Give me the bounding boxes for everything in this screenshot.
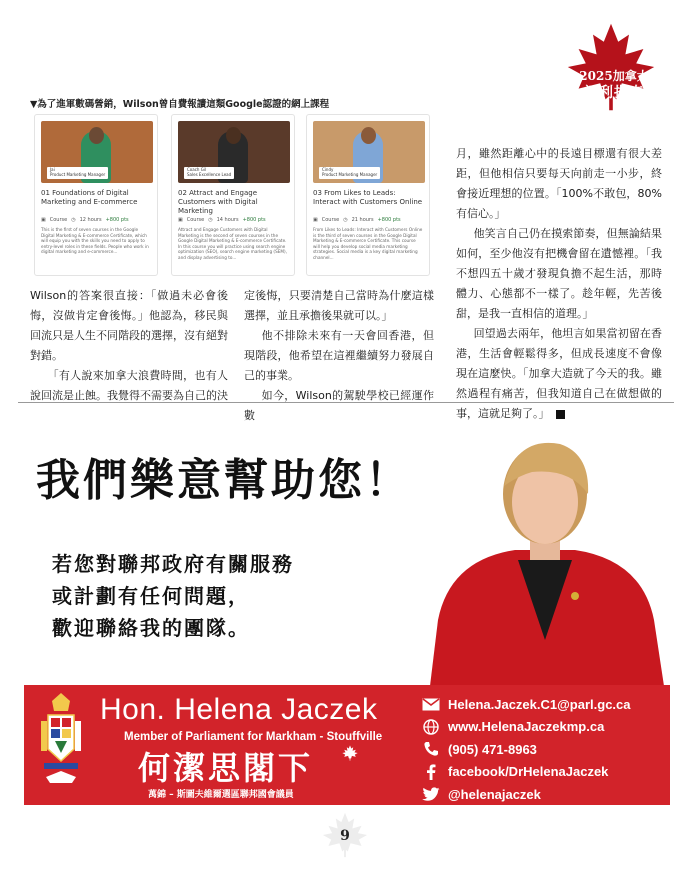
twitter-icon — [418, 785, 444, 803]
badge-title: 福利指南 — [584, 85, 644, 101]
page-number: 9 — [340, 828, 350, 844]
course-card[interactable] — [34, 114, 158, 276]
mail-icon — [418, 695, 444, 713]
course-meta: ▣ Course ◷ 14 hours +800 pts — [178, 217, 266, 223]
guide-badge — [566, 22, 656, 112]
course-description: From Likes to Leads: Interact with Customers Online is the third of seven courses in the Google Digital Marketing & E-commerce Certificate. This course will help you develop social media marketing strategies. Social media is a key digital marketing channel... — [313, 227, 423, 260]
phone-icon — [418, 740, 444, 758]
course-meta: ▣ Course ◷ 12 hours +800 pts — [41, 217, 129, 223]
course-icon: ▣ — [41, 217, 46, 223]
mp-portrait — [420, 410, 670, 686]
mp-riding-chinese: 萬錦 – 斯圖夫維爾選區聯邦國會議員 — [148, 790, 294, 800]
article-column-2 — [244, 286, 434, 426]
presenter-tag: Coach Gil Sales Excellence Lead — [184, 167, 234, 179]
course-card[interactable] — [306, 114, 430, 276]
globe-icon — [418, 718, 444, 736]
article-paragraph: Wilson的答案很直接：「做過未必會後悔，沒做肯定會後悔。」他認為，移民與回流只是人生不同階段的選擇，沒有絕對對錯。 — [30, 289, 228, 362]
course-title[interactable]: 01 Foundations of Digital Marketing and E-commerce — [41, 189, 138, 206]
article-paragraph: 定後悔，只要清楚自己當時為什麼這樣選擇，並且承擔後果就可以。」 — [244, 289, 434, 322]
ad-headline: 我們樂意幫助您！ — [36, 455, 412, 506]
course-description: Attract and Engage Customers with Digital Marketing is the second of seven courses in the Google Digital Marketing & E-commerce Certificate. In this course you will practice using search engine optimization (SEO), search engine marketing (SEM), and display advertising to... — [178, 227, 287, 260]
photo-caption: ▼為了進軍數碼營銷，Wilson曾自費報讀這類Google認證的網上課程 — [30, 99, 330, 110]
mp-role: Member of Parliament for Markham - Stouffville — [124, 731, 383, 743]
facebook-icon — [418, 763, 444, 781]
maple-leaf-icon — [342, 745, 358, 761]
coat-of-arms-icon — [38, 691, 84, 799]
course-title[interactable]: 03 From Likes to Leads: Interact with Customers Online — [313, 189, 423, 206]
article-paragraph: 回望過去兩年，他坦言如果當初留在香港，生活會輕鬆得多，但成長速度不會像現在這麼快。「加拿大造就了今天的我。雖然過程有痛苦，但我知道自己在做想做的事，這就足夠了。」 — [456, 327, 662, 420]
clock-icon: ◷ — [343, 217, 348, 223]
article-paragraph: 如今，Wilson的駕駛學校已經運作數 — [244, 389, 434, 422]
mp-contact-banner — [24, 685, 670, 805]
course-icon: ▣ — [313, 217, 318, 223]
course-card[interactable] — [171, 114, 295, 276]
course-description: This is the first of seven courses in the Google Digital Marketing & E-commerce Certificate, which will equip you with the skills you need to apply to entry-level roles in these fields. People who work in digital marketing and e-commerce... — [41, 227, 149, 255]
presenter-tag: Cindy Product Marketing Manager — [319, 167, 380, 179]
article-column-1 — [30, 286, 228, 406]
mp-name-chinese: 何潔思閣下 — [138, 749, 314, 787]
course-thumbnail — [41, 121, 153, 183]
course-icon: ▣ — [178, 217, 183, 223]
course-title[interactable]: 02 Attract and Engage Customers with Digital Marketing — [178, 189, 258, 215]
contact-phone[interactable]: (905) 471-8963 — [418, 738, 668, 761]
article-column-3 — [456, 144, 662, 424]
article-paragraph: 月，雖然距離心中的長遠目標還有很大差距，但他相信只要每天向前走一小步，終會接近理想的位置。「100%不敢包，80%有信心。」 — [456, 147, 662, 220]
contact-website[interactable]: www.HelenaJaczekmp.ca — [418, 716, 668, 739]
clock-icon: ◷ — [71, 217, 76, 223]
article-paragraph: 他笑言自己仍在摸索節奏，但無論結果如何，至少他沒有把機會留在遺憾裡。「我不想四五十歲才發現負擔不起生活，那時體力、心態都不一樣了。趁年輕，先苦後甜，是我一直相信的道理。」 — [456, 227, 662, 320]
article-paragraph: 「有人說來加拿大浪費時間，也有人說回流是止蝕。我覺得不需要為自己的決 — [30, 369, 228, 402]
clock-icon: ◷ — [208, 217, 213, 223]
course-thumbnail — [313, 121, 425, 183]
ad-subtext: 若您對聯邦政府有關服務 或計劃有任何問題， 歡迎聯絡我的團隊。 — [52, 552, 294, 640]
course-thumbnail — [178, 121, 290, 183]
badge-year: 2025加拿大 — [579, 69, 649, 83]
article-paragraph: 他不排除未來有一天會回香港，但現階段，他希望在這裡繼續努力發展自己的事業。 — [244, 329, 434, 382]
page-number-box — [322, 812, 368, 862]
contact-twitter[interactable]: @helenajaczek — [418, 783, 668, 806]
contact-facebook[interactable]: facebook/DrHelenaJaczek — [418, 761, 668, 784]
course-meta: ▣ Course ◷ 21 hours +800 pts — [313, 217, 401, 223]
contact-list — [418, 693, 668, 806]
presenter-tag: Jai Product Marketing Manager — [47, 167, 108, 179]
mp-name: Hon. Helena Jaczek — [100, 693, 378, 726]
contact-email[interactable]: Helena.Jaczek.C1@parl.gc.ca — [418, 693, 668, 716]
section-divider — [18, 402, 674, 403]
